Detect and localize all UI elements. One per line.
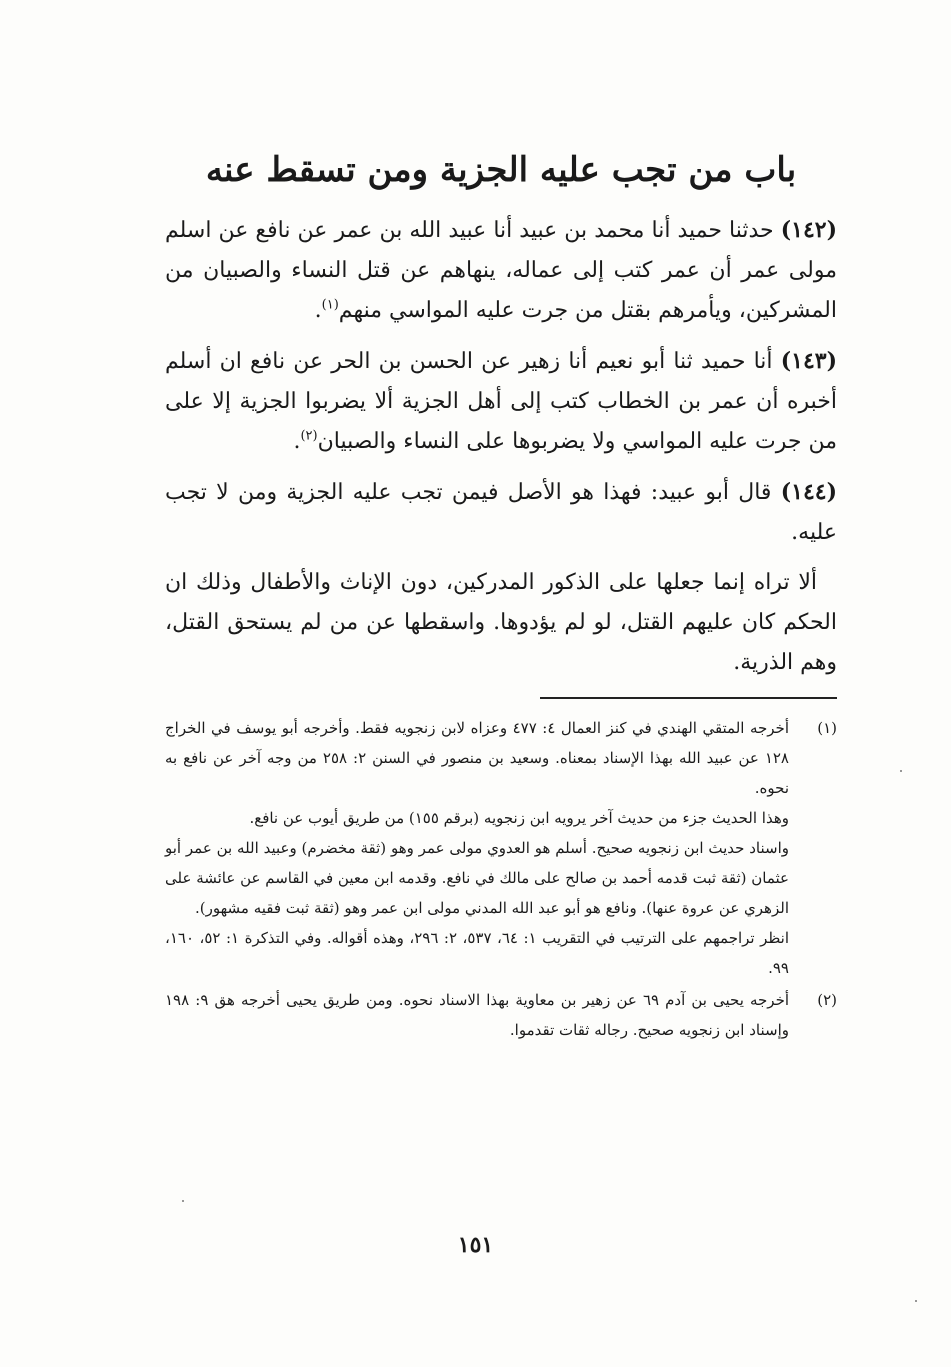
footnote-2 [165, 985, 837, 1045]
scan-speck [915, 1300, 917, 1302]
footnotes [165, 713, 837, 1045]
page-number: ١٥١ [457, 1232, 494, 1258]
hadith-text: قال أبو عبيد: فهذا هو الأصل فيمن تجب عليه الجزية ومن لا تجب عليه. [165, 480, 837, 545]
footnote-separator [540, 697, 837, 699]
commentary-paragraph [165, 563, 837, 683]
hadith-142 [165, 210, 837, 331]
hadith-number: (١٤٢) [780, 217, 837, 243]
hadith-text: حدثنا حميد أنا محمد بن عبيد أنا عبيد الله بن عمر عن نافع عن اسلم مولى عمر أن عمر كتب إلى عماله، ينهاهم عن قتل النساء والصبيان من المشركين، ويأمرهم بقتل من جرت عليه المواسي منهم [165, 218, 837, 323]
footnote-1 [165, 713, 837, 983]
footnote-text: واسناد حديث ابن زنجويه صحيح. أسلم هو العدوي مولى عمر وهو (ثقة مخضرم) وعبيد الله بن عمر أبو عثمان (ثقة ثبت قدمه أحمد بن صالح على مالك في نافع. وقدمه ابن معين في القاسم عن عائشة على الزهري عن عروة عنها). ونافع هو أبو عبد الله المدني مولى ابن عمر وهو (ثقة ثبت فقيه مشهور). [165, 839, 789, 917]
footnote-text: أخرجه المتقي الهندي في كنز العمال ٤: ٤٧٧ وعزاه لابن زنجويه فقط. وأخرجه أبو يوسف في الخراج ١٢٨ عن عبيد الله بهذا الإسناد بمعناه. وسعيد بن منصور في السنن ٢: ٢٥٨ من وجه آخر عن نافع به نحوه. [165, 719, 789, 797]
hadith-number: (١٤٤) [780, 479, 837, 505]
footnote-body [165, 985, 789, 1045]
commentary-text: ألا تراه إنما جعلها على الذكور المدركين، دون الإناث والأطفال وذلك ان الحكم كان عليهم القتل، لو لم يؤدوها. واسقطها عن من لم يستحق القتل، وهم الذرية. [165, 570, 837, 675]
footnote-ref[interactable]: (٢) [300, 428, 318, 444]
sentence-end: . [293, 429, 301, 454]
chapter-title: باب من تجب عليه الجزية ومن تسقط عنه [205, 150, 797, 190]
footnote-marker: (٢) [817, 991, 837, 1009]
footnote-body [165, 713, 789, 983]
footnote-text: وهذا الحديث جزء من حديث آخر يرويه ابن زنجويه (برقم ١٥٥) من طريق أيوب عن نافع. [249, 809, 789, 827]
hadith-number: (١٤٣) [780, 348, 837, 374]
scan-speck [182, 1200, 184, 1202]
footnote-text: أخرجه يحيى بن آدم ٦٩ عن زهير بن معاوية بهذا الاسناد نحوه. ومن طريق يحيى أخرجه هق ٩: ١٩٨ وإسناد ابن زنجويه صحيح. رجاله ثقات تقدموا. [165, 991, 790, 1039]
footnote-ref[interactable]: (١) [321, 297, 339, 313]
footnote-text: انظر تراجمهم على الترتيب في التقريب ١: ٦٤، ٥٣٧، ٢: ٢٩٦، وهذه أقواله. وفي التذكرة ١: ٥٢، ١٦٠، ٩٩. [165, 929, 790, 977]
page-content [165, 140, 837, 1047]
scan-speck [900, 770, 902, 772]
hadith-144 [165, 472, 837, 553]
hadith-text: أنا حميد ثنا أبو نعيم أنا زهير عن الحسن بن الحر عن نافع ان أسلم أخبره أن عمر بن الخطاب كتب إلى أهل الجزية ألا يضربوا الجزية إلا على من جرت عليه المواسي ولا يضربوها على النساء والصبيان [165, 349, 837, 454]
footnote-marker: (١) [817, 719, 837, 737]
hadith-143 [165, 341, 837, 462]
sentence-end: . [314, 298, 322, 323]
